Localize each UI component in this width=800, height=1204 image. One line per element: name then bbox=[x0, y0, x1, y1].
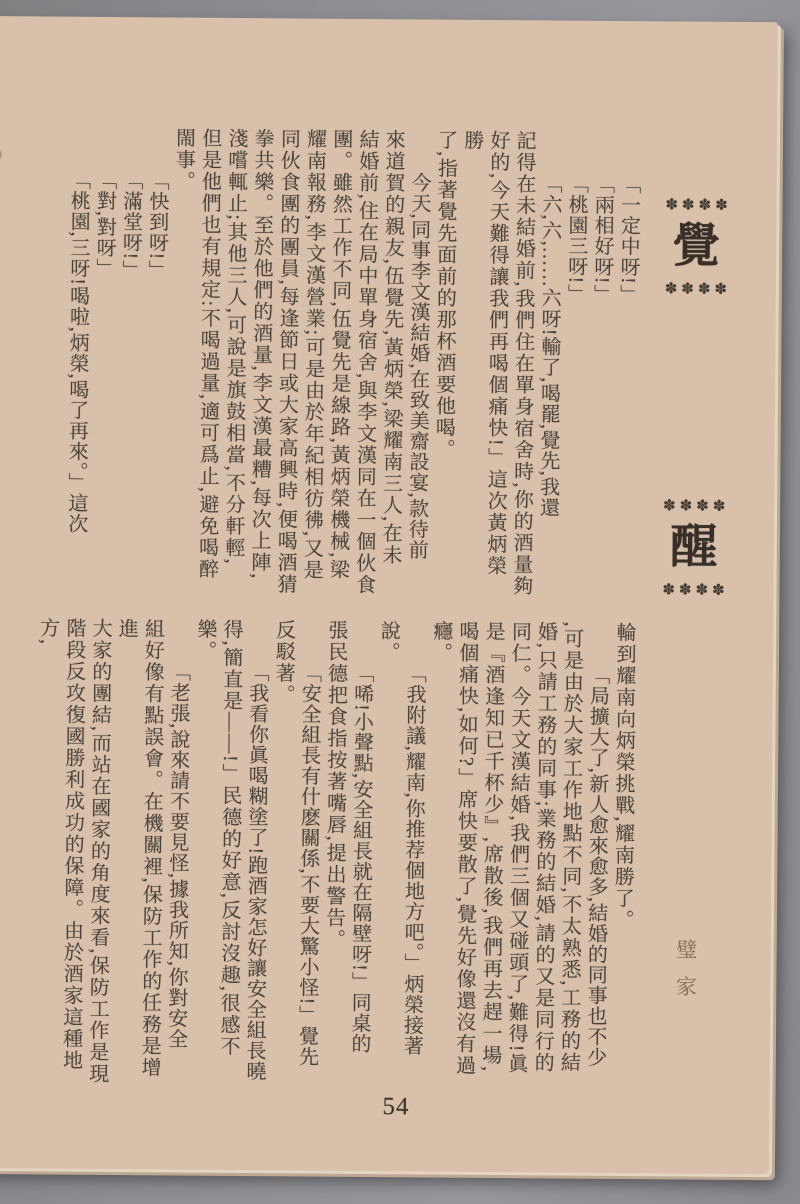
text-column: 階段反攻復國勝利成功的保障。由於酒家這種地方, bbox=[36, 617, 86, 1072]
text-column: 「局擴大了,新人愈來愈多,結婚的同事也不少 bbox=[583, 664, 609, 1068]
text-column: 耀南報務,李文漢營業;可是由於年紀相彷彿,又是 bbox=[300, 128, 326, 581]
text-column: 「滿堂呀!」 bbox=[119, 170, 142, 281]
text-column: 大家的團結,而站在國家的角度來看,保防工作是現 bbox=[85, 617, 112, 1085]
text-column: 是『酒逢知已千杯少』,席散後,我們再去趕一場, bbox=[478, 620, 505, 1073]
text-column: ,可是由於大家工作地點不同,不太熟悉,工務的結 bbox=[557, 621, 583, 1074]
text-column: 「老張,說來請不要見怪,據我所知,你對安全 bbox=[164, 661, 190, 1050]
text-column: 喝個痛快,如何?」席快要散了,覺先好像還沒有過 bbox=[452, 620, 479, 1077]
title-top-group bbox=[654, 195, 739, 299]
text-column: 得,簡直是——!」民德的好意,反討沒趣,很感不 bbox=[216, 618, 243, 1058]
text-column: 結婚前,住在局中單身宿舍,與李文漢同在一個伙食 bbox=[352, 128, 379, 596]
title-char-jue: 覺 bbox=[672, 220, 720, 273]
text-column: 「安全組長有什麽關係,不要大驚小怪!」覺先 bbox=[295, 662, 321, 1067]
text-column: 「一定中呀!」 bbox=[616, 173, 640, 305]
text-column: 「桃園,三呀!喝啦,炳榮,喝了再來。」這次 bbox=[64, 169, 90, 535]
text-column: 「我看你眞喝糊塗了!跑酒家怎好讓安全組長曉 bbox=[242, 662, 269, 1082]
story-title bbox=[651, 131, 739, 600]
text-column: 「快到呀!」 bbox=[145, 170, 169, 281]
text-column: 婚,只請工務的同事;業務的結婚,請的又是同行的 bbox=[531, 621, 557, 1074]
text-column: 組好像有點誤會。在機關裡,保防工作的任務是增進 bbox=[115, 618, 164, 1079]
title-decoration-stars: ✽✽✽✽ bbox=[665, 197, 732, 214]
text-column: 今天,同事李文漢結婚,在致美齋設宴,款待前 bbox=[405, 172, 431, 561]
upper-text-block bbox=[62, 127, 739, 600]
binding-hole bbox=[0, 148, 3, 162]
text-column: 團。雖然工作不同,伍覺先是線路,黃炳榮機械,梁 bbox=[326, 128, 352, 581]
text-column: 好的,今天難得讓我們再喝個痛快!」這次黃炳榮勝 bbox=[460, 129, 510, 577]
text-column: 但是他們也有規定:不喝過量,適可爲止,避免喝醉 bbox=[195, 127, 221, 581]
title-decoration-stars: ✽✽✽✽ bbox=[662, 582, 729, 599]
margin-author-label: 璧家 bbox=[673, 938, 698, 1013]
text-column: 淺嚐輒止;其他三人,可說是旗鼓相當,不分軒輕, bbox=[221, 127, 248, 566]
text-column: 同仁。今天文漢結婚,我們三個又碰頭了,難得!眞 bbox=[504, 621, 531, 1075]
text-column: 反駁著。 bbox=[271, 619, 295, 706]
text-column: 「桃園三呀!」 bbox=[564, 173, 588, 305]
title-decoration-stars: ✽✽✽✽ bbox=[664, 281, 732, 298]
text-column: 「兩相好呀!」 bbox=[590, 173, 614, 305]
title-char-xing: 醒 bbox=[670, 521, 718, 574]
text-column: 「六,六,……六呀!輸了,喝罷,覺先,我還 bbox=[536, 173, 562, 518]
text-column: 同伙食團的團員,每逢節日或大家高興時,便喝酒猜 bbox=[273, 128, 300, 596]
text-column: 癮。 bbox=[429, 620, 452, 664]
text-column: 「唏!小聲點,安全組長就在隔壁呀!」同桌的 bbox=[347, 662, 373, 1054]
book-page bbox=[0, 16, 778, 1174]
text-column: 輪到耀南向炳榮挑戰,耀南勝了。 bbox=[610, 621, 636, 932]
text-column: 來道賀的親友,伍覺先,黃炳榮,梁耀南三人,在未 bbox=[378, 129, 405, 567]
title-bottom-group bbox=[651, 496, 736, 600]
lower-text-block bbox=[31, 617, 637, 1092]
text-column: 記得在未結婚前,我們住在單身宿舍時,你的酒量夠 bbox=[509, 130, 536, 598]
text-column: 拳共樂。至於他們的酒量,李文漢最糟,每次上陣, bbox=[247, 128, 274, 581]
text-column: 樂。 bbox=[193, 618, 217, 662]
text-column: 「我附議,耀南,你推荐個地方吧。」炳榮接著 bbox=[400, 663, 426, 1057]
page-number: 54 bbox=[382, 1093, 410, 1121]
text-column: 說。 bbox=[377, 620, 400, 664]
text-column: 了,指著覺先面前的那杯酒要他喝。 bbox=[432, 129, 457, 461]
title-decoration-stars: ✽✽✽✽ bbox=[662, 498, 730, 515]
text-column: 「對,對呀」 bbox=[92, 169, 116, 279]
text-column: 閙事。 bbox=[172, 127, 195, 193]
text-column: 張民德把食指按著嘴唇,提出警告。 bbox=[322, 619, 348, 951]
